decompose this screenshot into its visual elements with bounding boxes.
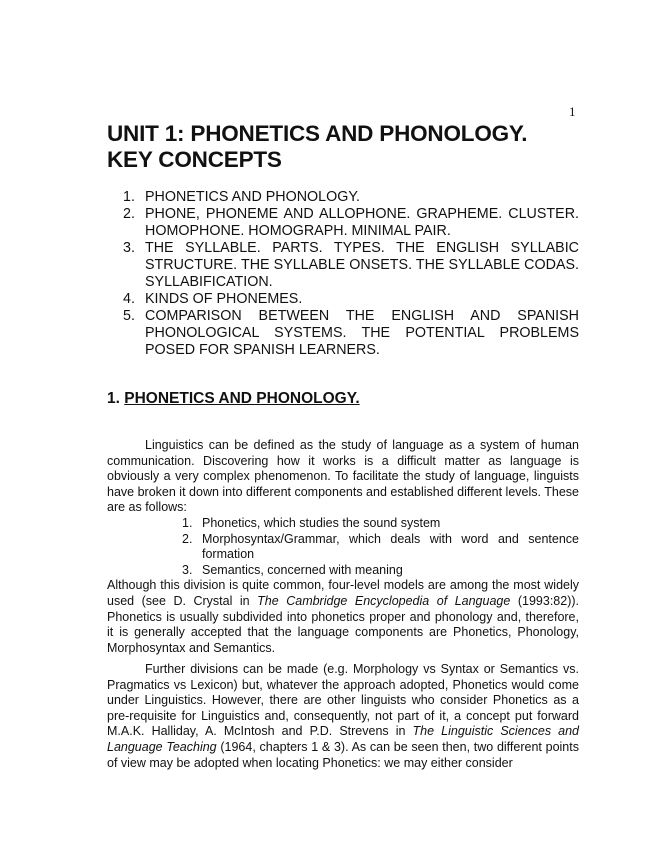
language-levels-list <box>182 516 579 578</box>
language-level-number: 3. <box>182 562 193 577</box>
paragraph-2 <box>107 578 579 656</box>
key-concept-text: KINDS OF PHONEMES. <box>145 291 303 307</box>
section-number: 1. <box>107 390 120 407</box>
key-concept-number: 5. <box>123 308 135 324</box>
unit-title-line-1: UNIT 1: PHONETICS AND PHONOLOGY. <box>107 121 528 146</box>
language-level-item <box>182 563 579 579</box>
key-concept-item <box>123 240 579 291</box>
key-concept-number: 4. <box>123 291 135 307</box>
key-concept-text: PHONETICS AND PHONOLOGY. <box>145 189 361 205</box>
book-title-cambridge-encyclopedia: The Cambridge Encyclopedia of Language <box>257 593 511 608</box>
unit-title <box>107 121 587 173</box>
key-concept-item <box>123 189 579 206</box>
key-concepts-list <box>123 189 579 359</box>
paragraph-3-text-b: (1964, chapters 1 & 3). As can be seen then, two different points of view may be adopted when locating Phonetics: we may either consider <box>107 739 579 770</box>
key-concept-item <box>123 308 579 359</box>
key-concept-number: 1. <box>123 189 135 205</box>
language-level-text: Morphosyntax/Grammar, which deals with word and sentence formation <box>202 531 579 562</box>
section-heading <box>107 389 360 409</box>
language-level-item <box>182 532 579 563</box>
key-concept-text: THE SYLLABLE. PARTS. TYPES. THE ENGLISH SYLLABIC STRUCTURE. THE SYLLABLE ONSETS. THE SYLLABLE CODAS. SYLLABIFICATION. <box>145 240 579 290</box>
key-concept-number: 2. <box>123 206 135 222</box>
paragraph-3 <box>107 662 579 771</box>
language-level-text: Phonetics, which studies the sound system <box>202 515 441 530</box>
language-level-number: 2. <box>182 531 193 546</box>
key-concept-text: COMPARISON BETWEEN THE ENGLISH AND SPANISH PHONOLOGICAL SYSTEMS. THE POTENTIAL PROBLEMS POSED FOR SPANISH LEARNERS. <box>145 308 579 358</box>
body-block-1 <box>107 438 579 656</box>
page-number: 1 <box>569 104 576 119</box>
language-level-text: Semantics, concerned with meaning <box>202 562 403 577</box>
body-block-2 <box>107 662 579 771</box>
key-concept-number: 3. <box>123 240 135 256</box>
paragraph-3-text-a: Further divisions can be made (e.g. Morphology vs Syntax or Semantics vs. Pragmatics vs Lexicon) but, whatever the approach adopted, Phonetics would come under Linguistics. However, there are other linguists who consider Phonetics as a pre-requisite for Linguistics and, consequently, not part of it, a concept put forward M.A.K. Halliday, A. McIntosh and P.D. Strevens in <box>107 662 579 739</box>
paragraph-2-text-a: Although this division is quite common, four-level models are among the most widely used (see D. Crystal in <box>107 578 579 608</box>
paragraph-2-text-b: (1993:82)). Phonetics is usually subdivided into phonetics proper and phonology and, therefore, it is generally accepted that the language components are Phonetics, Phonology, Morphosyntax and Semantics. <box>107 593 579 655</box>
key-concept-text: PHONE, PHONEME AND ALLOPHONE. GRAPHEME. CLUSTER. HOMOPHONE. HOMOGRAPH. MINIMAL PAIR. <box>145 206 579 239</box>
key-concept-item <box>123 291 579 308</box>
paragraph-1: Linguistics can be defined as the study of language as a system of human communication. Discovering how it works is a difficult matter as language is obviously a very complex phenomenon. To facilitate the study of language, linguists have broken it down into different components and established different levels. These are as follows: <box>107 438 579 515</box>
language-level-number: 1. <box>182 515 193 530</box>
key-concept-item <box>123 206 579 240</box>
unit-title-line-2: KEY CONCEPTS <box>107 147 282 172</box>
section-title: PHONETICS AND PHONOLOGY. <box>124 390 360 407</box>
language-level-item <box>182 516 579 532</box>
book-title-linguistic-sciences: The Linguistic Sciences and Language Teaching <box>107 724 579 754</box>
